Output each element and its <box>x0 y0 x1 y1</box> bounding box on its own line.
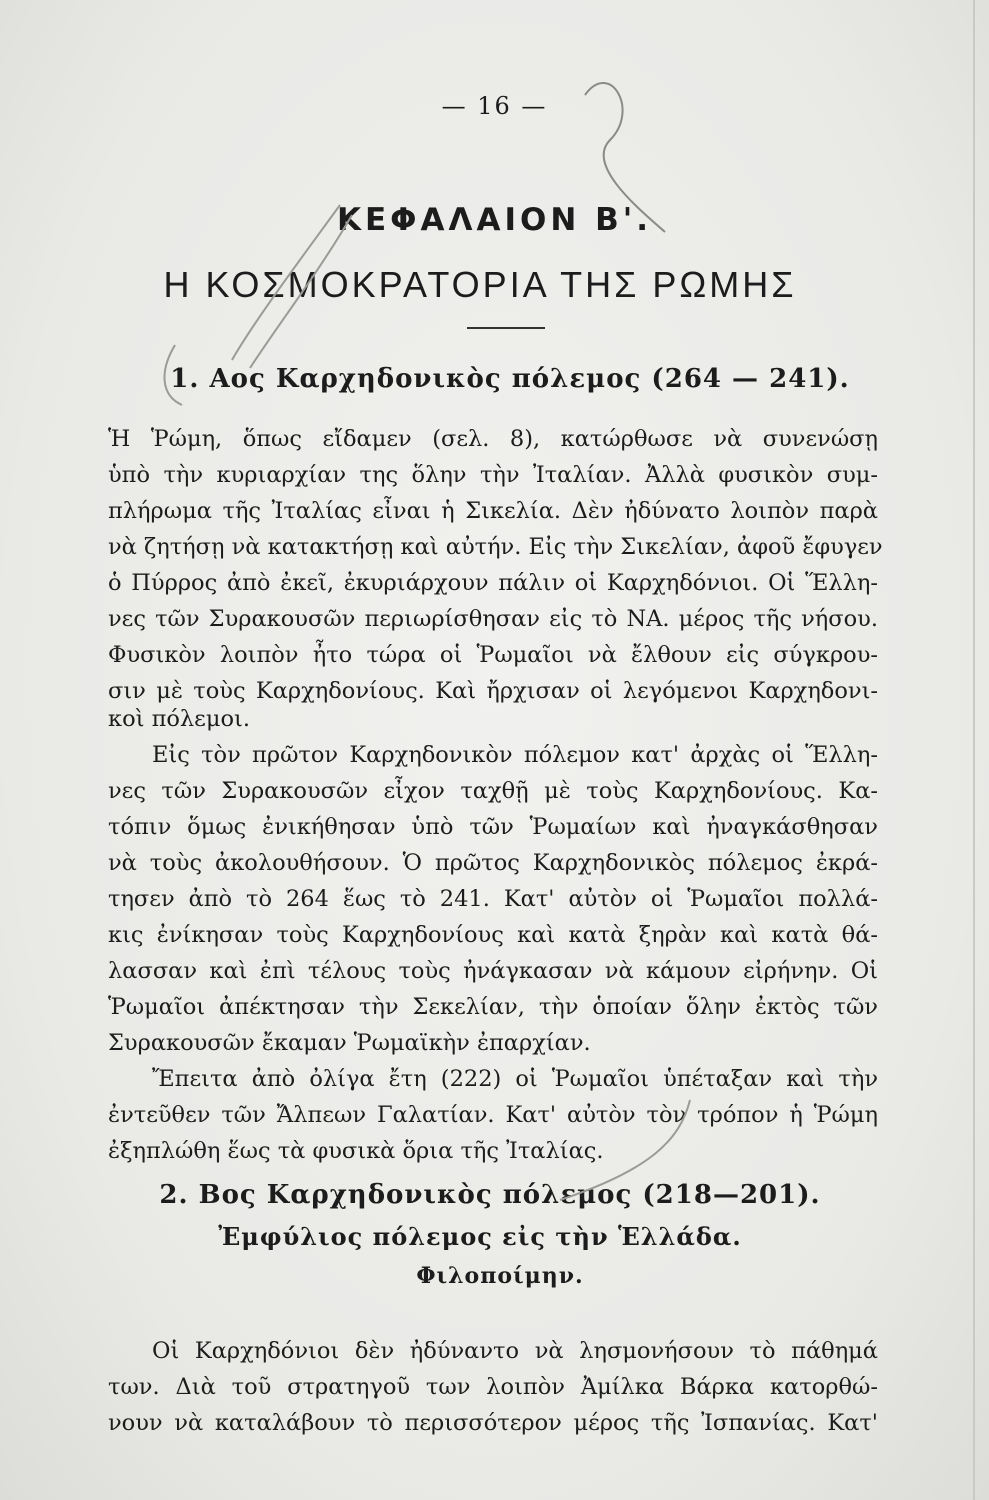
section-2-subheading-2: Φιλοποίμην. <box>416 1263 584 1289</box>
text-line: Φυσικὸν λοιπὸν ἦτο τώρα οἱ Ῥωμαῖοι νὰ ἔλθουν εἰς σύγκρου- <box>108 642 878 668</box>
text-line: νες τῶν Συρακουσῶν περιωρίσθησαν εἰς τὸ ΝΑ. μέρος τῆς νήσου. <box>108 606 878 632</box>
text-line: νουν νὰ καταλάβουν τὸ περισσότερον μέρος τῆς Ἰσπανίας. Κατ' <box>108 1410 878 1436</box>
text-line: τησεν ἀπὸ τὸ 264 ἕως τὸ 241. Κατ' αὐτὸν οἱ Ῥωμαῖοι πολλά- <box>108 886 878 912</box>
text-line: Ἔπειτα ἀπὸ ὀλίγα ἔτη (222) οἱ Ῥωμαῖοι ὑπέταξαν καὶ τὴν <box>152 1066 878 1092</box>
text-line: κις ἐνίκησαν τοὺς Καρχηδονίους καὶ κατὰ ξηρὰν καὶ κατὰ θά- <box>108 922 878 948</box>
text-line: πλήρωμα τῆς Ἰταλίας εἶναι ἡ Σικελία. Δὲν ἠδύνατο λοιπὸν παρὰ <box>108 498 878 524</box>
text-line: σιν μὲ τοὺς Καρχηδονίους. Καὶ ἤρχισαν οἱ λεγόμενοι Καρχηδονι- <box>108 678 878 704</box>
text-line: τόπιν ὅμως ἐνικήθησαν ὑπὸ τῶν Ῥωμαίων καὶ ἠναγκάσθησαν <box>108 814 878 840</box>
section-1-heading: 1. Αος Καρχηδονικὸς πόλεμος (264 — 241). <box>170 364 850 394</box>
text-line: κοὶ πόλεμοι. <box>108 706 250 732</box>
text-line: των. Διὰ τοῦ στρατηγοῦ των λοιπὸν Ἀμίλκα Βάρκα κατορθώ- <box>108 1374 878 1400</box>
chapter-title: ΚΕΦΑΛΑΙΟΝ Β'. <box>336 202 653 238</box>
text-line: νες τῶν Συρακουσῶν εἶχον ταχθῇ μὲ τοὺς Καρχηδονίους. Κα- <box>108 778 878 804</box>
text-line: Εἰς τὸν πρῶτον Καρχηδονικὸν πόλεμον κατ' ἀρχὰς οἱ Ἕλλη- <box>152 742 878 768</box>
chapter-subtitle: Η ΚΟΣΜΟΚΡΑΤΟΡΙΑ ΤΗΣ ΡΩΜΗΣ <box>163 264 797 305</box>
text-line: ὁ Πύρρος ἀπὸ ἐκεῖ, ἐκυριάρχουν πάλιν οἱ Καρχηδόνιοι. Οἱ Ἕλλη- <box>108 570 878 596</box>
text-line: νὰ ζητήσῃ νὰ κατακτήσῃ καὶ αὐτήν. Εἰς τὴν Σικελίαν, ἀφοῦ ἔφυγεν <box>108 534 883 560</box>
text-line: Ἡ Ῥώμη, ὅπως εἴδαμεν (σελ. 8), κατώρθωσε νὰ συνενώσῃ <box>108 426 878 452</box>
title-divider <box>467 327 545 329</box>
text-line: λασσαν καὶ ἐπὶ τέλους τοὺς ἠνάγκασαν νὰ κάμουν εἰρήνην. Οἱ <box>108 958 878 984</box>
text-line: ὑπὸ τὴν κυριαρχίαν της ὅλην τὴν Ἰταλίαν. Ἀλλὰ φυσικὸν συμ- <box>108 462 878 488</box>
text-line: νὰ τοὺς ἀκολουθήσουν. Ὁ πρῶτος Καρχηδονικὸς πόλεμος ἐκρά- <box>108 850 878 876</box>
text-line: Ῥωμαῖοι ἀπέκτησαν τὴν Σεκελίαν, τὴν ὁποίαν ὅλην ἐκτὸς τῶν <box>108 994 878 1020</box>
section-2-heading: 2. Βος Καρχηδονικὸς πόλεμος (218—201). <box>159 1180 821 1210</box>
page-number: — 16 — <box>441 92 548 120</box>
text-line: Οἱ Καρχηδόνιοι δὲν ἠδύναντο νὰ λησμονήσουν τὸ πάθημά <box>152 1338 878 1364</box>
text-line: ἐντεῦθεν τῶν Ἄλπεων Γαλατίαν. Κατ' αὐτὸν τὸν τρόπον ἡ Ῥώμη <box>108 1102 878 1128</box>
text-line: Συρακουσῶν ἔκαμαν Ῥωμαϊκὴν ἐπαρχίαν. <box>108 1030 591 1056</box>
section-2-subheading: Ἐμφύλιος πόλεμος εἰς τὴν Ἑλλάδα. <box>218 1222 742 1251</box>
text-line: ἐξηπλώθη ἕως τὰ φυσικὰ ὅρια τῆς Ἰταλίας. <box>108 1138 604 1164</box>
